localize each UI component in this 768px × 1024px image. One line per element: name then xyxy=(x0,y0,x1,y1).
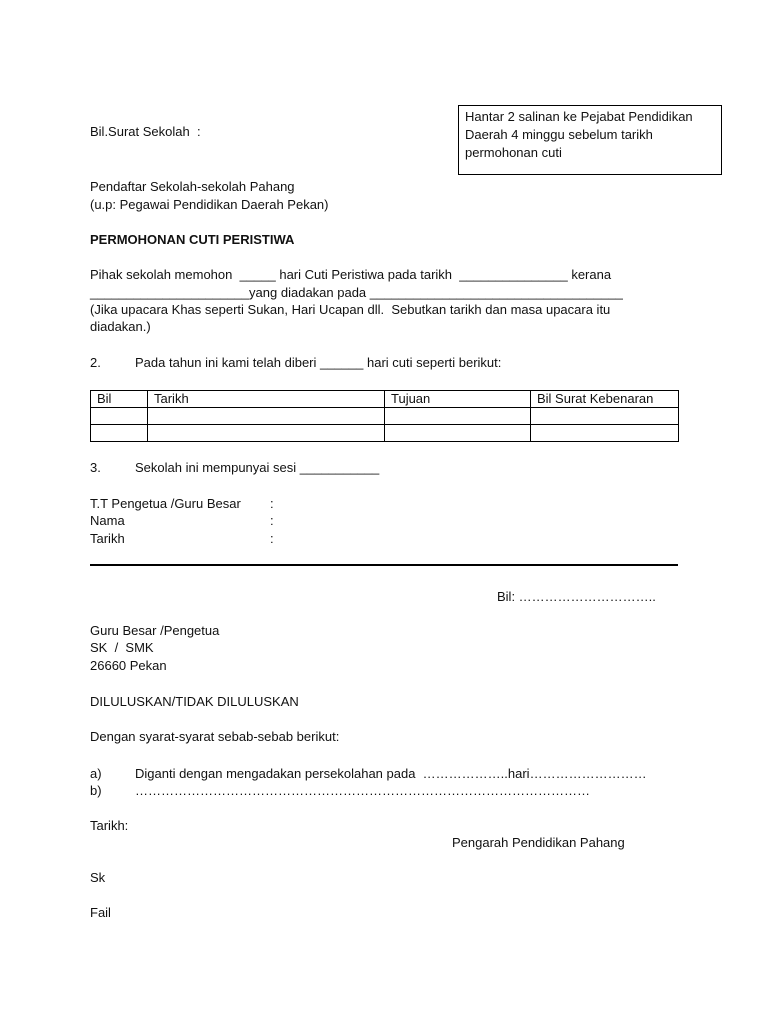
table-cell[interactable] xyxy=(531,408,679,425)
reply-bil: Bil: ………………………….. xyxy=(497,589,656,604)
signatory-title: Pengarah Pendidikan Pahang xyxy=(452,835,625,850)
item-3-number: 3. xyxy=(90,460,101,475)
reply-address-line-3: 26660 Pekan xyxy=(90,658,167,673)
copy-to-label: Sk xyxy=(90,870,106,885)
notice-box xyxy=(458,105,722,175)
condition-b-letter: b) xyxy=(90,783,102,798)
table-row xyxy=(91,425,679,442)
table-row xyxy=(91,408,679,425)
column-header-tujuan: Tujuan xyxy=(385,391,531,408)
date-field-label: Tarikh xyxy=(90,531,125,546)
condition-b-text: …………………………………………………………………………………………… xyxy=(135,783,590,798)
item-2-text: Pada tahun ini kami telah diberi ______ hari cuti seperti berikut: xyxy=(135,355,502,370)
recipient-line-1: Pendaftar Sekolah-sekolah Pahang xyxy=(90,179,295,194)
reply-address-line-2: SK / SMK xyxy=(90,640,154,655)
file-label: Fail xyxy=(90,905,111,920)
column-header-bil: Bil xyxy=(91,391,148,408)
condition-a-letter: a) xyxy=(90,766,102,781)
column-header-tarikh: Tarikh xyxy=(148,391,385,408)
reply-address-line-1: Guru Besar /Pengetua xyxy=(90,623,220,638)
date-field-colon: : xyxy=(270,531,274,546)
conditions-intro: Dengan syarat-syarat sebab-sebab berikut: xyxy=(90,729,340,744)
table-cell[interactable] xyxy=(148,425,385,442)
section-divider xyxy=(90,564,678,566)
bil-surat-label: Bil.Surat Sekolah : xyxy=(90,124,201,139)
paragraph-1-line-1: Pihak sekolah memohon _____ hari Cuti Peristiwa pada tarikh _______________ kerana xyxy=(90,267,612,282)
notice-line: Hantar 2 salinan ke Pejabat Pendidikan xyxy=(465,109,693,124)
table-cell[interactable] xyxy=(148,408,385,425)
name-field-label: Nama xyxy=(90,513,125,528)
table-cell[interactable] xyxy=(531,425,679,442)
item-3-text: Sekolah ini mempunyai sesi ___________ xyxy=(135,460,380,475)
signature-field-colon: : xyxy=(270,496,274,511)
paragraph-1-line-3: (Jika upacara Khas seperti Sukan, Hari Ucapan dll. Sebutkan tarikh dan masa upacara itu xyxy=(90,302,611,317)
notice-line: permohonan cuti xyxy=(465,145,562,160)
paragraph-1-line-4: diadakan.) xyxy=(90,319,151,334)
condition-a-text: Diganti dengan mengadakan persekolahan pada ………………..hari……………………… xyxy=(135,766,647,781)
table-cell[interactable] xyxy=(385,408,531,425)
signature-field-label: T.T Pengetua /Guru Besar xyxy=(90,496,241,511)
recipient-line-2: (u.p: Pegawai Pendidikan Daerah Pekan) xyxy=(90,197,329,212)
notice-line: Daerah 4 minggu sebelum tarikh xyxy=(465,127,653,142)
table-cell[interactable] xyxy=(385,425,531,442)
table-cell[interactable] xyxy=(91,408,148,425)
name-field-colon: : xyxy=(270,513,274,528)
approval-decision: DILULUSKAN/TIDAK DILULUSKAN xyxy=(90,694,299,709)
column-header-bil-surat-kebenaran: Bil Surat Kebenaran xyxy=(531,391,679,408)
reply-date-label: Tarikh: xyxy=(90,818,129,833)
leave-history-table xyxy=(90,390,679,442)
document-title: PERMOHONAN CUTI PERISTIWA xyxy=(90,232,295,247)
table-header-row xyxy=(91,391,679,408)
paragraph-1-line-2: ______________________yang diadakan pada ___________________________________ xyxy=(90,285,623,300)
table-cell[interactable] xyxy=(91,425,148,442)
item-2-number: 2. xyxy=(90,355,101,370)
